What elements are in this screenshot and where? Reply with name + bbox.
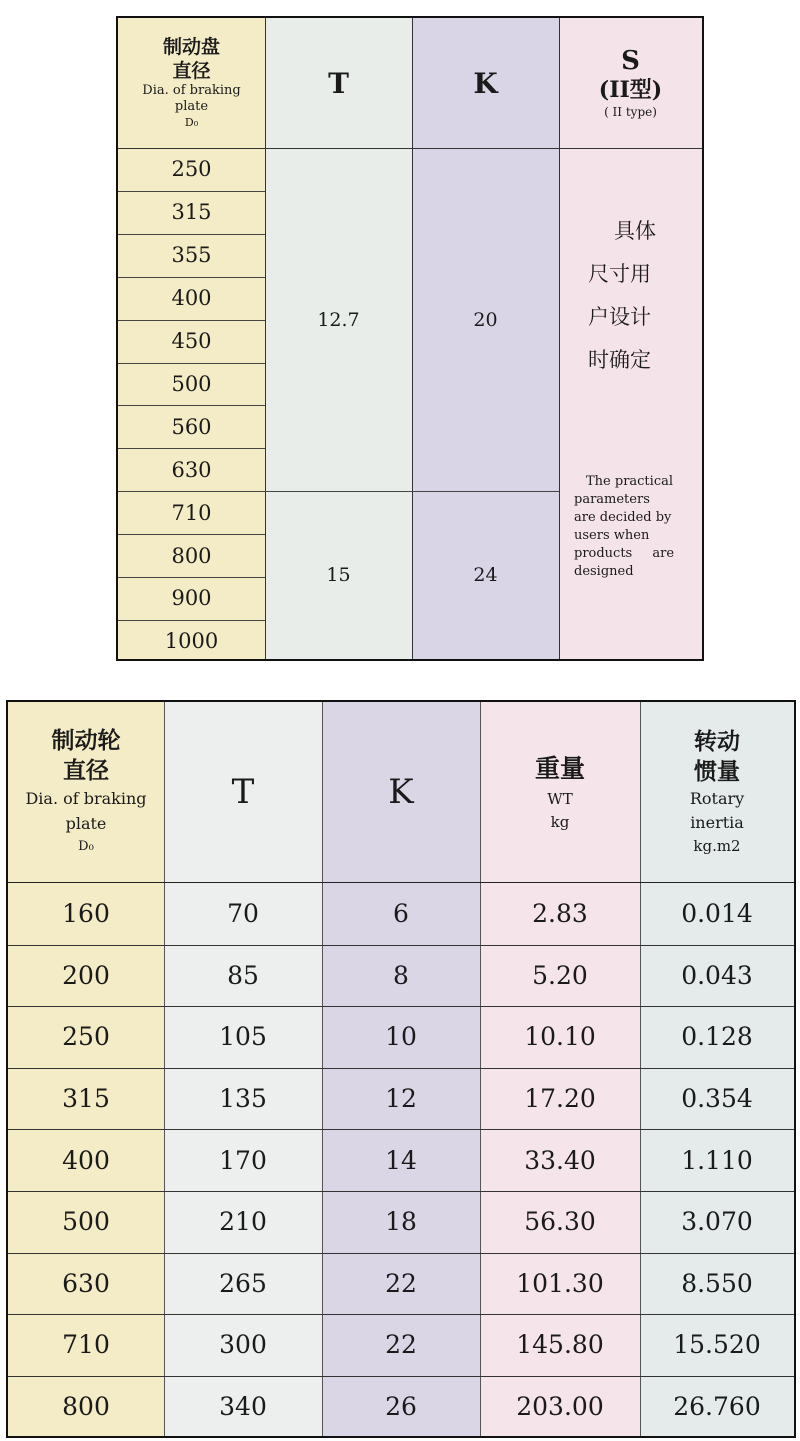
- s-note-en-line: users when: [574, 528, 650, 543]
- diameter-header: [8, 702, 164, 882]
- diameter-cell: 1000: [164, 629, 219, 654]
- diameter-cell: 710: [62, 1330, 110, 1360]
- inertia-cell: 0.128: [681, 1022, 753, 1052]
- s-note-en-line: designed: [574, 564, 634, 579]
- s-note-en-line: are decided by: [574, 510, 672, 525]
- inertia-cell: 8.550: [681, 1268, 753, 1298]
- table-row: [8, 945, 794, 1007]
- braking-plate-table: [116, 16, 704, 661]
- s-note-en-line: parameters: [574, 492, 650, 507]
- diameter-cell: 500: [62, 1207, 110, 1237]
- diameter-cell: 355: [171, 243, 212, 268]
- t-cell: 135: [219, 1084, 267, 1114]
- diameter-cell: 315: [171, 200, 212, 225]
- diameter-cell: 710: [171, 500, 212, 525]
- inertia-header-en-2: inertia: [690, 813, 744, 832]
- weight-cell: 101.30: [516, 1268, 604, 1298]
- k-cell: 6: [393, 899, 409, 929]
- diameter-header-symbol: D₀: [184, 116, 199, 129]
- row-divider: [8, 1376, 794, 1377]
- inertia-cell: 3.070: [681, 1207, 753, 1237]
- diameter-cell: 250: [171, 157, 212, 182]
- diameter-cell: 250: [62, 1022, 110, 1052]
- s-header-type-cn: (II型): [598, 77, 663, 103]
- inertia-cell: 0.043: [681, 960, 753, 990]
- t-cell: 340: [219, 1392, 267, 1422]
- table-row: [8, 1253, 794, 1315]
- t-cell: 210: [219, 1207, 267, 1237]
- row-divider: [118, 363, 265, 364]
- weight-cell: 203.00: [516, 1392, 604, 1422]
- row-divider: [8, 1068, 794, 1069]
- s-note-cn-line: 尺寸用: [588, 262, 651, 286]
- diameter-cell: 630: [62, 1268, 110, 1298]
- s-header: [559, 18, 702, 148]
- braking-wheel-table: [6, 700, 796, 1438]
- inertia-cell: 1.110: [681, 1145, 753, 1175]
- t-cell: 85: [227, 960, 259, 990]
- table-row: [8, 1191, 794, 1253]
- weight-header-en: WT: [547, 790, 573, 808]
- s-header-letter: S: [621, 46, 640, 76]
- diameter-header-cn-2: 直径: [172, 60, 211, 82]
- row-divider: [118, 320, 265, 321]
- table-row: [8, 1129, 794, 1191]
- diameter-cell: 500: [171, 371, 212, 396]
- row-divider: [8, 1191, 794, 1192]
- row-divider: [8, 1006, 794, 1007]
- s-note-cn-line: 时确定: [588, 348, 651, 372]
- t-header: T: [328, 66, 349, 100]
- s-header-type-en: ( II type): [604, 105, 657, 119]
- inertia-header: [640, 702, 794, 882]
- k-group-2-value: 24: [473, 564, 498, 586]
- row-divider: [8, 945, 794, 946]
- diameter-cell: 400: [171, 286, 212, 311]
- s-note-cn: [588, 210, 688, 382]
- t-cell: 300: [219, 1330, 267, 1360]
- row-divider: [118, 405, 265, 406]
- diameter-header-en-1: Dia. of braking: [25, 789, 147, 808]
- diameter-header-cn-1: 制动轮: [51, 728, 121, 754]
- k-cell: 10: [385, 1022, 417, 1052]
- diameter-cell: 450: [171, 329, 212, 354]
- row-divider: [118, 234, 265, 235]
- row-divider: [118, 491, 265, 492]
- diameter-header-cn-2: 直径: [63, 758, 109, 784]
- table-row: [8, 1376, 794, 1438]
- diameter-cell: 630: [171, 457, 212, 482]
- k-cell: 8: [393, 960, 409, 990]
- diameter-header: [118, 18, 265, 148]
- weight-cell: 2.83: [532, 899, 588, 929]
- table-row: [8, 1314, 794, 1376]
- inertia-header-cn-1: 转动: [694, 729, 740, 755]
- weight-cell: 33.40: [524, 1145, 596, 1175]
- k-cell: 22: [385, 1268, 417, 1298]
- diameter-cell: 160: [62, 899, 110, 929]
- k-cell: 26: [385, 1392, 417, 1422]
- diameter-cell: 800: [171, 543, 212, 568]
- s-note-cn-line: 户设计: [588, 305, 651, 329]
- weight-cell: 17.20: [524, 1084, 596, 1114]
- row-divider: [118, 277, 265, 278]
- weight-cell: 145.80: [516, 1330, 604, 1360]
- table-row: [8, 1068, 794, 1130]
- s-note-en-line: The practical: [586, 474, 674, 489]
- weight-header-cn: 重量: [534, 754, 585, 783]
- t-header: T: [231, 772, 255, 812]
- row-divider: [8, 1253, 794, 1254]
- t-group-2-value: 15: [326, 564, 351, 586]
- row-divider: [118, 577, 265, 578]
- inertia-header-en-1: Rotary: [689, 789, 745, 808]
- table-row: [8, 883, 794, 945]
- diameter-header-cn-1: 制动盘: [162, 36, 220, 58]
- inertia-cell: 0.014: [681, 899, 753, 929]
- s-note-cn-line: 具体: [614, 219, 656, 243]
- t-group-1-value: 12.7: [317, 308, 360, 331]
- row-divider: [8, 1314, 794, 1315]
- k-group-1-value: 20: [473, 308, 498, 331]
- weight-cell: 5.20: [532, 960, 588, 990]
- k-cell: 12: [385, 1084, 417, 1114]
- s-note-en-line: products are: [574, 546, 675, 561]
- row-divider: [118, 534, 265, 535]
- inertia-header-unit: kg.m2: [693, 837, 741, 855]
- t-cell: 105: [219, 1022, 267, 1052]
- weight-header: [480, 702, 640, 882]
- diameter-cell: 200: [62, 960, 110, 990]
- table-row: [8, 1006, 794, 1068]
- row-divider: [118, 448, 265, 449]
- inertia-cell: 26.760: [673, 1392, 761, 1422]
- diameter-header-symbol: D₀: [78, 839, 94, 854]
- k-cell: 18: [385, 1207, 417, 1237]
- diameter-header-en-2: plate: [174, 99, 209, 114]
- t-cell: 170: [219, 1145, 267, 1175]
- inertia-cell: 15.520: [673, 1330, 761, 1360]
- diameter-cell: 900: [171, 586, 212, 611]
- s-note-en: [574, 473, 686, 581]
- diameter-header-en-2: plate: [65, 814, 107, 833]
- inertia-header-cn-2: 惯量: [694, 759, 740, 785]
- k-cell: 14: [385, 1145, 417, 1175]
- diameter-cell: 315: [62, 1084, 110, 1114]
- k-header: K: [388, 772, 414, 812]
- diameter-header-en-1: Dia. of braking: [142, 83, 241, 98]
- diameter-cell: 560: [171, 414, 212, 439]
- weight-cell: 10.10: [524, 1022, 596, 1052]
- diameter-cell: 800: [62, 1392, 110, 1422]
- diameter-cell: 400: [62, 1145, 110, 1175]
- row-divider: [118, 191, 265, 192]
- t-cell: 70: [227, 899, 259, 929]
- weight-header-unit: kg: [550, 813, 570, 831]
- weight-cell: 56.30: [524, 1207, 596, 1237]
- k-header: K: [473, 66, 498, 100]
- row-divider: [8, 1129, 794, 1130]
- inertia-cell: 0.354: [681, 1084, 753, 1114]
- row-divider: [118, 620, 265, 621]
- k-cell: 22: [385, 1330, 417, 1360]
- t-cell: 265: [219, 1268, 267, 1298]
